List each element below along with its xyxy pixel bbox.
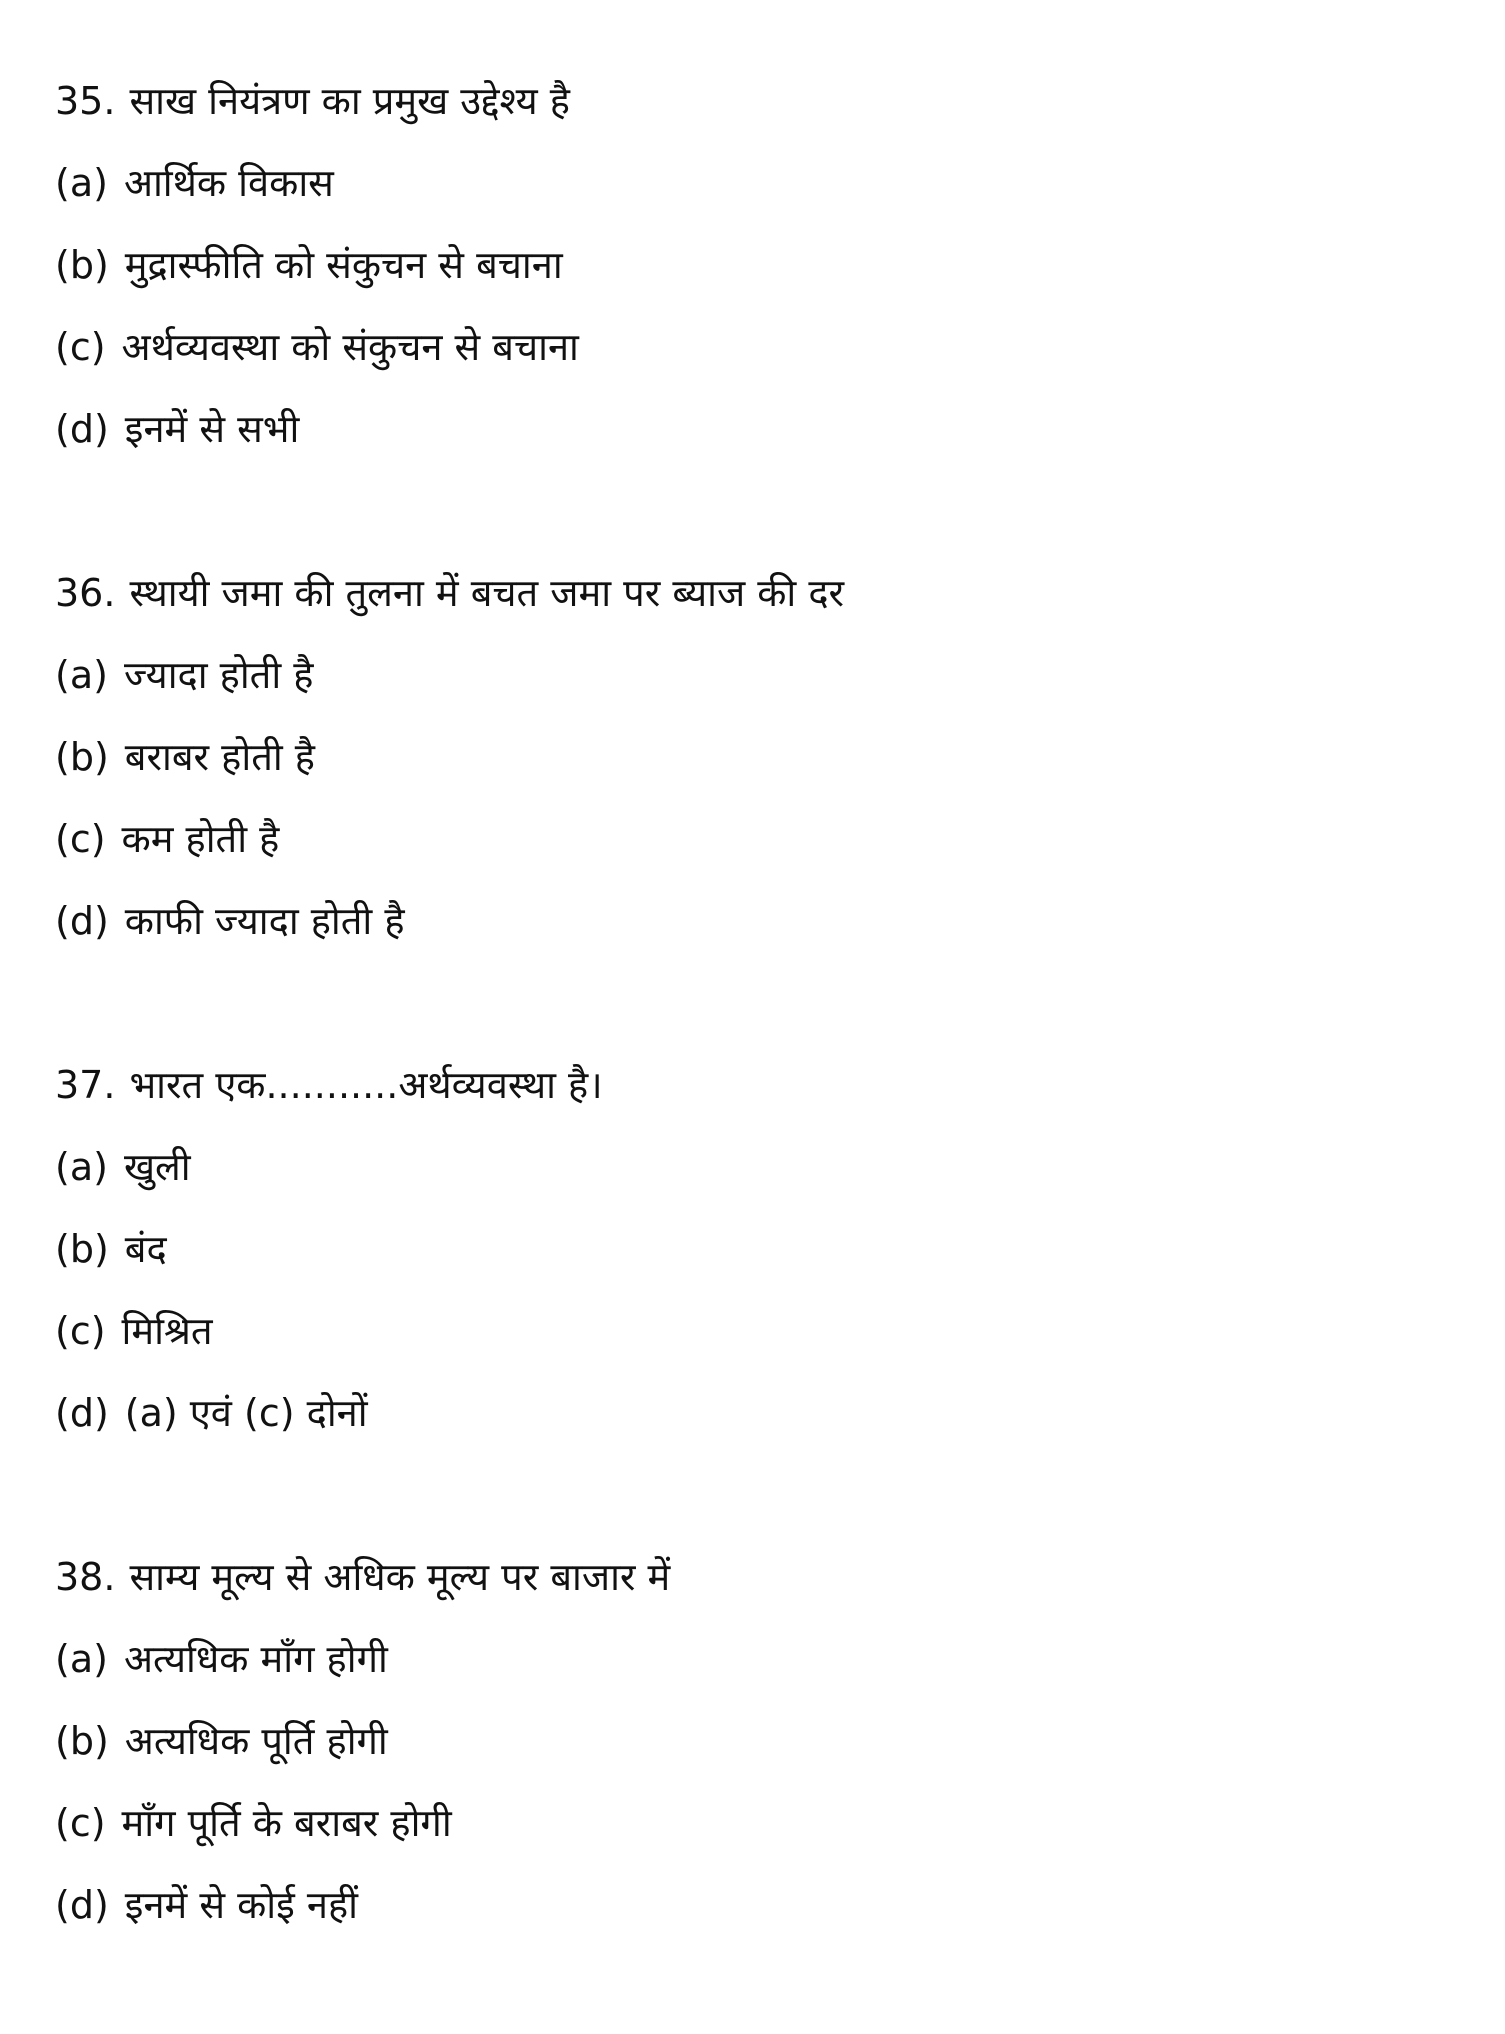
question-number: 38. bbox=[55, 1555, 116, 1599]
option-text: बराबर होती है bbox=[124, 735, 315, 779]
option bbox=[55, 1290, 844, 1372]
question-stem bbox=[55, 60, 844, 142]
option bbox=[55, 1126, 844, 1208]
question-text: भारत एक...........अर्थव्यवस्था है। bbox=[129, 1063, 603, 1107]
option-text: मिश्रित bbox=[121, 1309, 213, 1353]
option-text: बंद bbox=[124, 1227, 167, 1271]
option-text: इनमें से कोई नहीं bbox=[124, 1883, 358, 1927]
option-label: (c) bbox=[55, 325, 106, 369]
option-text: माँग पूर्ति के बराबर होगी bbox=[121, 1801, 452, 1845]
option-label: (b) bbox=[55, 735, 109, 779]
option-label: (c) bbox=[55, 1309, 106, 1353]
option-label: (b) bbox=[55, 1227, 109, 1271]
option bbox=[55, 306, 844, 388]
option-label: (c) bbox=[55, 1801, 106, 1845]
option bbox=[55, 388, 844, 470]
option-text: इनमें से सभी bbox=[124, 407, 300, 451]
option-label: (d) bbox=[55, 1391, 109, 1435]
option bbox=[55, 1700, 844, 1782]
question-stem bbox=[55, 552, 844, 634]
question-text: स्थायी जमा की तुलना में बचत जमा पर ब्याज की दर bbox=[129, 571, 845, 615]
question-stem bbox=[55, 1536, 844, 1618]
option bbox=[55, 1208, 844, 1290]
option-label: (a) bbox=[55, 653, 108, 697]
question-number: 36. bbox=[55, 571, 116, 615]
option-text: अत्यधिक माँग होगी bbox=[123, 1637, 388, 1681]
option-text: खुली bbox=[123, 1145, 191, 1189]
option-label: (c) bbox=[55, 817, 106, 861]
option bbox=[55, 1864, 844, 1946]
question-text: साम्य मूल्य से अधिक मूल्य पर बाजार में bbox=[129, 1555, 671, 1599]
question-number: 37. bbox=[55, 1063, 116, 1107]
option bbox=[55, 142, 844, 224]
option-text: अत्यधिक पूर्ति होगी bbox=[124, 1719, 388, 1763]
option-text: काफी ज्यादा होती है bbox=[124, 899, 405, 943]
option bbox=[55, 634, 844, 716]
option-label: (a) bbox=[55, 161, 108, 205]
question-36 bbox=[55, 552, 844, 962]
option-label: (b) bbox=[55, 243, 109, 287]
option-text: मुद्रास्फीति को संकुचन से बचाना bbox=[124, 243, 563, 287]
option-text: कम होती है bbox=[121, 817, 280, 861]
option-text: ज्यादा होती है bbox=[123, 653, 314, 697]
question-number: 35. bbox=[55, 79, 116, 123]
option bbox=[55, 224, 844, 306]
question-stem bbox=[55, 1044, 844, 1126]
option-text: अर्थव्यवस्था को संकुचन से बचाना bbox=[121, 325, 579, 369]
option bbox=[55, 1372, 844, 1454]
question-35 bbox=[55, 60, 844, 470]
option bbox=[55, 716, 844, 798]
option-label: (d) bbox=[55, 407, 109, 451]
option-text: आर्थिक विकास bbox=[123, 161, 334, 205]
question-38 bbox=[55, 1536, 844, 1946]
option bbox=[55, 798, 844, 880]
option bbox=[55, 1618, 844, 1700]
option-label: (a) bbox=[55, 1637, 108, 1681]
option-label: (d) bbox=[55, 1883, 109, 1927]
option bbox=[55, 1782, 844, 1864]
option-label: (a) bbox=[55, 1145, 108, 1189]
option-text: (a) एवं (c) दोनों bbox=[124, 1391, 368, 1435]
question-document bbox=[55, 60, 844, 2028]
option-label: (d) bbox=[55, 899, 109, 943]
option bbox=[55, 880, 844, 962]
question-text: साख नियंत्रण का प्रमुख उद्देश्य है bbox=[129, 79, 570, 123]
option-label: (b) bbox=[55, 1719, 109, 1763]
question-37 bbox=[55, 1044, 844, 1454]
